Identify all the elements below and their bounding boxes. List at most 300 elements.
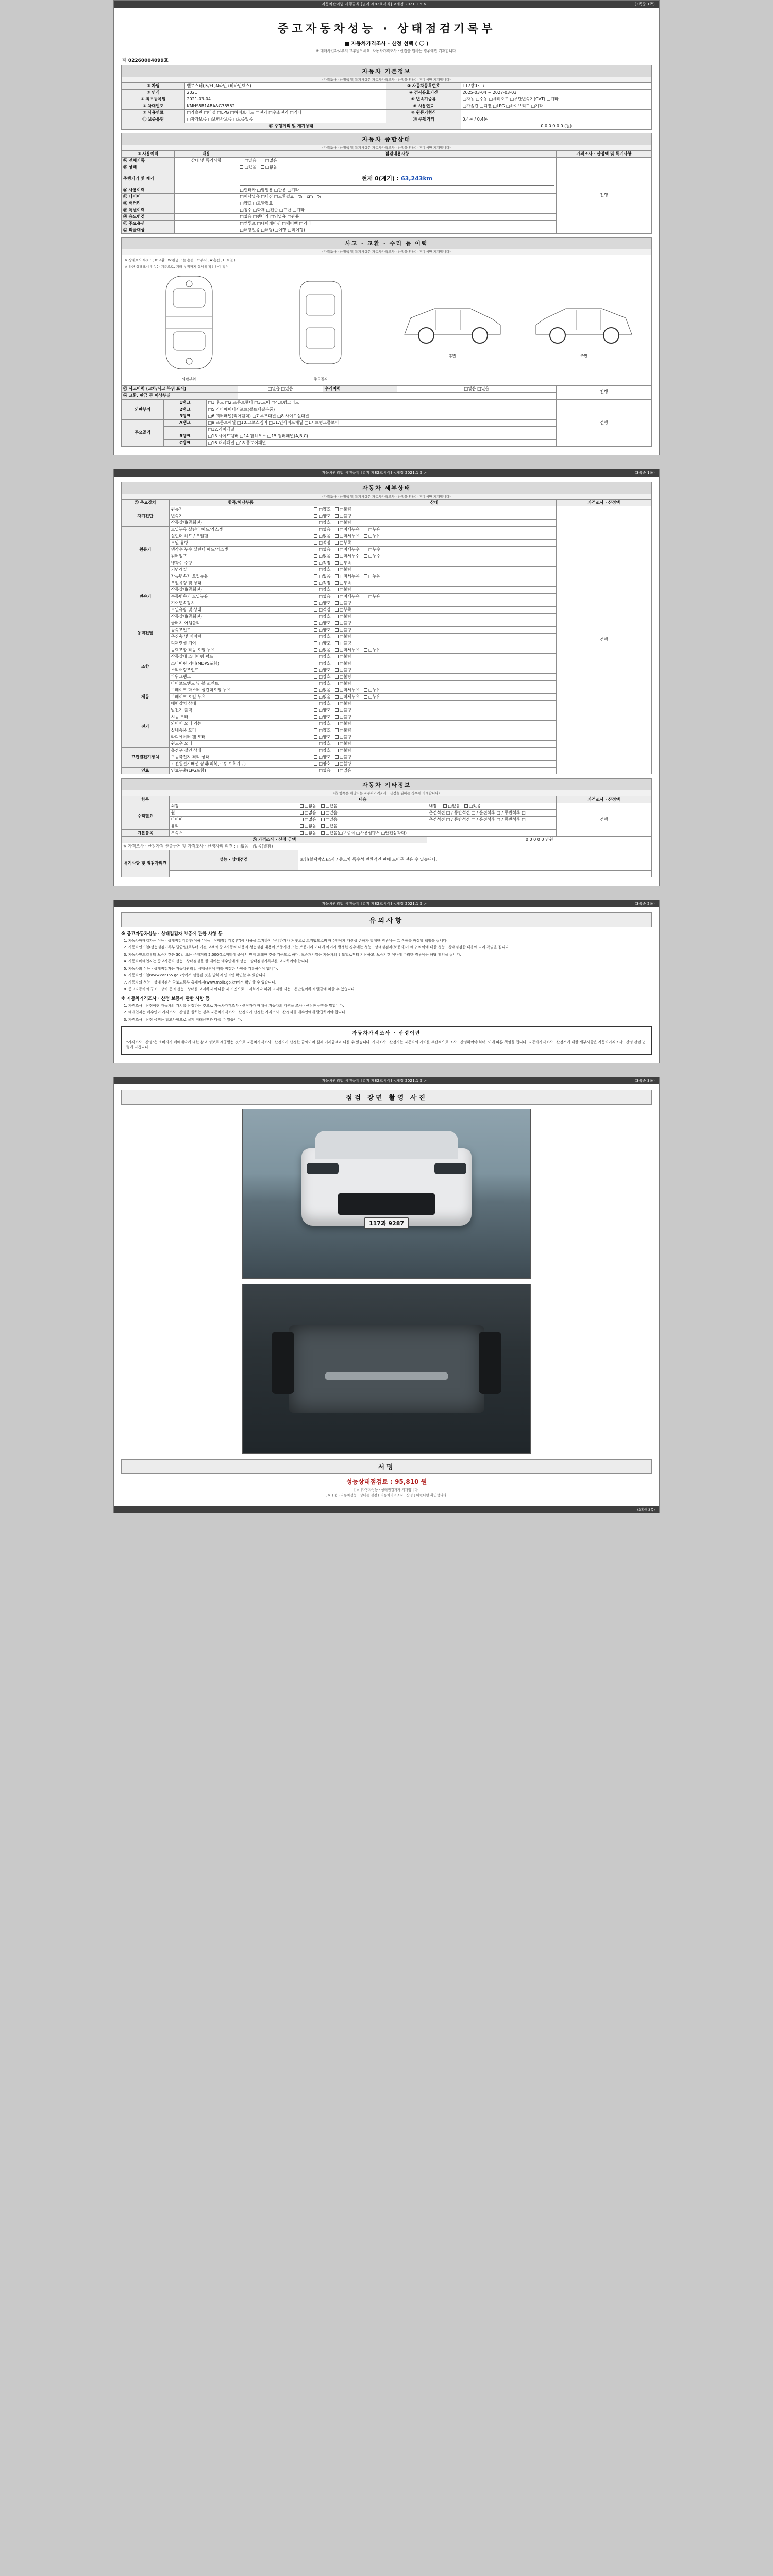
other-item2-label: 내장 [429,803,437,808]
other-opts-4[interactable] [298,829,557,836]
special-spacer-label [169,870,298,877]
other-item2-3[interactable] [427,823,556,829]
checkbox-icon[interactable] [314,615,317,618]
checkbox-icon[interactable] [335,695,339,699]
checkbox-icon[interactable] [314,514,317,518]
opt-text: □없음 [318,547,331,552]
detail-item-1-4: 워터펌프 [169,553,312,560]
diagram-legend-2: ※ 하단 상태표시 위치는 기준으로, 기타 부위까지 상세히 확인하여 작성 [125,264,229,269]
frame-items-5[interactable]: □13.사이드멤버 □14.휠하우스 □15.필러패널(A,B,C) [206,433,556,439]
overall-sub-7 [174,213,238,220]
checkbox-icon[interactable] [314,588,317,591]
other-opts-3[interactable] [298,823,427,829]
checkbox-icon[interactable] [314,722,317,725]
opt-text: □없음 [305,803,317,808]
accident-val-1[interactable] [238,392,556,399]
frame-group-3: 주요골격 [122,419,164,446]
overall-opts-8[interactable]: □썬루프 □네비게이션 □에어백 □기타 [238,220,556,227]
checkbox-icon[interactable] [321,804,325,808]
detail-opts-1-5[interactable] [312,560,556,566]
checkbox-icon[interactable] [335,621,339,625]
checkbox-icon[interactable] [335,581,339,585]
overall-key-3: ⑯ 사용이력 [122,187,175,193]
detail-opts-6-3[interactable] [312,727,556,734]
section-overall-heading: 자동차 종합상태 [121,133,652,145]
accident-diagram [121,255,652,385]
opt-text: □미세누유 [340,647,360,652]
opt-text: □미세누수 [340,553,360,558]
detail-opts-0-0[interactable] [312,506,556,513]
detail-item-4-0: 동력조향 작동 오일 누유 [169,647,312,653]
basic-label-3-1: ⑧ 사용연료 [386,103,461,110]
checkbox-icon[interactable] [335,769,339,772]
detail-opts-1-1[interactable] [312,533,556,539]
checkbox-icon[interactable] [364,534,367,538]
opt-text: □양호 [318,627,331,632]
topbar-right-text: (3쪽중 2쪽) [634,901,655,906]
doc-subtitle-note: ※ 매매사업자로부터 교부받으세요. 자동차가격조사 · 산정을 원하는 경우에만 기재합니다. [316,49,457,53]
section-basic-note: (가격조사 · 산정액 및 특기사항은 자동차가격조사 · 산정을 원하는 경우에만 기재합니다) [121,77,652,82]
table-row [122,399,652,406]
list-item: 3. 자동차인도일부터 보증기간은 30일 또는 주행거리 2,000킬로미터에 중에서 먼저 도래한 것을 기준으로 하며, 보증개시일은 자동차의 인도일로부터 기산하고, 보증기간 이내에 수리한 경우에는 해당 책임을 집니다. [128,952,652,958]
checkbox-icon[interactable] [335,561,339,565]
opt-text: □양호 [318,714,331,719]
overall-sub-3 [174,187,238,193]
declaration-box [121,1026,652,1055]
list-item: 3. 가격조사 · 산정 금액은 참고사항으로 실제 거래금액과 다를 수 있습니다. [128,1017,652,1023]
checkbox-icon[interactable] [314,769,317,772]
opt-text: □적정 [318,607,331,612]
checkbox-icon[interactable] [314,628,317,632]
checkbox-icon[interactable] [314,521,317,524]
checkbox-icon[interactable] [364,528,367,531]
checkbox-icon[interactable] [300,804,304,808]
other-item-3: 유리 [169,823,298,829]
list-item: 8. 중고자동차의 구조 · 장치 등의 성능 · 상태를 고지하지 아니한 자 거짓으로 고지하거나 허위 고지한 자는 1천만원이하의 벌금에 처할 수 있습니다. [128,987,652,992]
detail-opts-0-1[interactable] [312,513,556,519]
checkbox-icon[interactable] [314,595,317,598]
mileage-cell [238,171,556,187]
mileage-value: 63,243km [401,175,433,182]
checkbox-icon[interactable] [261,165,264,169]
checkbox-icon[interactable] [300,811,304,815]
basic-label-3-0: ⑦ 차대번호 [122,103,185,110]
other-opts-0[interactable] [298,803,427,809]
checkbox-icon[interactable] [314,641,317,645]
license-plate: 117과 9287 [364,1217,409,1229]
detail-group-8: 연료 [122,767,170,774]
checkbox-icon[interactable] [314,708,317,712]
opt-text: □양호 [318,761,331,766]
other-item2-2[interactable]: 운전석전 □ / 동반석전 □ / 운전석후 □ / 동반석후 □ [427,816,556,823]
checkbox-icon[interactable] [364,695,367,699]
checkbox-icon[interactable] [314,662,317,665]
checkbox-icon[interactable] [300,818,304,821]
checkbox-icon[interactable] [335,548,339,551]
checkbox-icon[interactable] [335,708,339,712]
car-caption-0: 외판부위 [182,377,196,381]
checkbox-icon[interactable] [314,581,317,585]
checkbox-icon[interactable] [321,824,325,828]
detail-opts-6-1[interactable] [312,714,556,720]
checkbox-icon[interactable] [261,159,264,162]
detail-opts-1-6[interactable] [312,566,556,573]
notice-list-2 [128,1003,652,1023]
detail-opts-6-0[interactable] [312,707,556,714]
checkbox-icon[interactable] [240,159,243,162]
overall-opt-pct2: % [317,194,322,199]
photo-section-title: 점검 장면 촬영 사진 [121,1090,652,1105]
doc-number-value: 02260004099호 [128,58,169,63]
detail-opts-2-1[interactable] [312,580,556,586]
opt-text: □양호 [318,754,331,759]
detail-opts-4-5[interactable] [312,680,556,687]
checkbox-icon[interactable] [335,688,339,692]
checkbox-icon[interactable] [314,655,317,658]
overall-key-4: ⑰ 타이어 [122,193,175,200]
checkbox-icon[interactable] [364,574,367,578]
checkbox-icon[interactable] [443,804,447,808]
detail-opts-4-1[interactable] [312,653,556,660]
checkbox-icon[interactable] [335,635,339,638]
opt-text: □누유 [368,694,381,699]
checkbox-icon[interactable] [314,554,317,558]
checkbox-icon[interactable] [314,507,317,511]
detail-opts-0-2[interactable] [312,519,556,526]
opt-text: □누수 [368,547,381,552]
checkbox-icon[interactable] [335,648,339,652]
detail-opts-2-2[interactable] [312,586,556,593]
special-label: 특기사항 및 점검자의견 [122,850,170,877]
checkbox-icon[interactable] [314,534,317,538]
accident-val2-0[interactable]: □없음 □있음 [397,385,557,392]
checkbox-icon[interactable] [335,755,339,759]
checkbox-icon[interactable] [335,728,339,732]
detail-opts-2-0[interactable] [312,573,556,580]
overall-opt-text: □없음 [265,165,277,170]
other-item-2: 타이어 [169,816,298,823]
checkbox-icon[interactable] [335,588,339,591]
other-header-0: 항목 [122,796,170,803]
other-item-1: 휠 [169,809,298,816]
overall-sub-6 [174,207,238,213]
opt-text: □미세누유 [340,573,360,579]
opt-text: □불량 [340,634,352,639]
detail-opts-5-0[interactable] [312,687,556,693]
frame-items-3[interactable]: □9.프론트패널 □10.크로스멤버 □11.인사이드패널 □17.트렁크플로어 [206,419,556,426]
overall-opts-9[interactable]: □해당없음 □해당(□이행 □미이행) [238,227,556,233]
overall-opts-5[interactable]: □양호 □교환필요 [238,200,556,207]
detail-item-3-1: 등속조인트 [169,626,312,633]
detail-item-1-5: 냉각수 수량 [169,560,312,566]
checkbox-icon[interactable] [335,702,339,705]
checkbox-icon[interactable] [364,548,367,551]
detail-opts-7-0[interactable] [312,747,556,754]
frame-items-2[interactable]: □6.쿼터패널(리어휀더) □7.루프패널 □8.사이드실패널 [206,413,556,419]
overall-header-1: 내용 [174,151,238,158]
checkbox-icon[interactable] [364,688,367,692]
overall-key-0: ⑭ 전체기록 [122,158,175,164]
checkbox-icon[interactable] [314,728,317,732]
checkbox-icon[interactable] [314,688,317,692]
checkbox-icon[interactable] [240,165,243,169]
checkbox-icon[interactable] [314,648,317,652]
opt-text: □누유 [368,647,381,652]
checkbox-icon[interactable] [335,749,339,752]
overall-key-1: ⑮ 상태 [122,164,175,171]
table-row [122,83,652,90]
detail-item-6-5: 윈도우 모터 [169,740,312,747]
car-diagram-side-right [520,294,649,359]
opt-text: □양호 [318,513,331,518]
frame-items-6[interactable]: □16.대쉬패널 □18.플로어패널 [206,439,556,446]
opt-text: □불량 [340,520,352,525]
opt-text: □불량 [340,748,352,753]
checkbox-icon[interactable] [335,601,339,605]
checkbox-icon[interactable] [335,534,339,538]
overall-key-2: 주행거리 및 계기 [122,171,175,187]
frame-parts-table [121,399,652,447]
frame-items-4[interactable]: □12.리어패널 [206,426,556,433]
signature-section-title: 서명 [121,1459,652,1474]
special-sub: 성능 · 상태점검 [169,850,298,870]
detail-opts-2-6[interactable] [312,613,556,620]
overall-header-3: 가격조사 · 산정액 및 특기사항 [556,151,651,158]
opt-text: □불량 [340,513,352,518]
list-item: 2. 자동차인도일(성능점검기록부 발급일)로부터 이전 고객의 중고자동차 내용과 성능점검 내용이 보증기간 또는 보증거리 이내에 차이가 발생한 경우에는 성능 · 상태점검자(보증자)가 해당 차이에 대한 성능 · 상태점검한 내용에 따라 책임을 집니다. [128,945,652,951]
checkbox-icon[interactable] [335,715,339,719]
detail-opts-3-2[interactable] [312,633,556,640]
checkbox-icon[interactable] [314,715,317,719]
overall-opts-6[interactable]: □침수 □화재 □전손 □도난 □기타 [238,207,556,213]
detail-opts-3-1[interactable] [312,626,556,633]
overall-opts-0[interactable] [238,158,556,164]
total-value: 0 0 0 0 0 만원 [427,836,652,843]
checkbox-icon[interactable] [335,735,339,739]
detail-opts-4-4[interactable] [312,673,556,680]
list-item: 1. 자동차매매업자는 성능 · 상태점검기록부(이하 "성능 · 상태점검기록부")에 내용을 고지하지 아니하거나 거짓으로 고지했으로써 매수인에게 재산상 손해가 발생한 경우에는 그 손해를 배상할 책임을 집니다. [128,938,652,944]
checkbox-icon[interactable] [335,722,339,725]
checkbox-icon[interactable] [314,749,317,752]
basic-label-0-0: ① 차명 [122,83,185,90]
frame-items-1[interactable]: □5.라디에이터서포트(볼트체결부품) [206,406,556,413]
car-caption-1: 주요골격 [313,377,328,381]
detail-group-1: 원동기 [122,526,170,573]
detail-opts-1-2[interactable] [312,539,556,546]
accident-key2-0: 수리이력 [323,385,397,392]
opt-text: □적정 [318,560,331,565]
detail-opts-6-2[interactable] [312,720,556,727]
overall-opts-1[interactable] [238,164,556,171]
detail-item-3-3: 디퍼렌셜 기어 [169,640,312,647]
checkbox-icon[interactable] [335,528,339,531]
checkbox-icon[interactable] [314,621,317,625]
other-header-2: 가격조사 · 산정액 [556,796,651,803]
frame-group-0: 외판부위 [122,399,164,419]
checkbox-icon[interactable] [335,675,339,679]
overall-opt-text: □있음 [244,158,257,163]
list-item: 5. 자동차의 성능 · 상태점검자는 자동차관리법 시행규칙에 따라 점검한 사항을 기록하여야 합니다. [128,966,652,972]
checkbox-icon[interactable] [314,528,317,531]
detail-group-6: 전기 [122,707,170,747]
opt-text: □양호 [318,721,331,726]
opt-text: □양호 [318,734,331,739]
checkbox-icon[interactable] [335,608,339,612]
opt-text: □누수 [368,553,381,558]
checkbox-icon[interactable] [335,742,339,745]
opt-text: □양호 [318,620,331,625]
checkbox-icon[interactable] [314,635,317,638]
detail-opts-5-1[interactable] [312,693,556,700]
checkbox-icon[interactable] [335,521,339,524]
declaration-title: 자동차가격조사 · 산정이란 [352,1031,421,1037]
checkbox-icon[interactable] [335,541,339,545]
frame-level-2: 3랭크 [164,413,206,419]
checkbox-icon[interactable] [335,514,339,518]
overall-opts-3[interactable]: □렌터카 □영업용 □관용 □기타 [238,187,556,193]
page-2-topbar [114,469,659,477]
detail-opts-4-2[interactable] [312,660,556,667]
checkbox-icon[interactable] [314,574,317,578]
checkbox-icon[interactable] [335,628,339,632]
detail-opts-5-2[interactable] [312,700,556,707]
other-opts-2[interactable] [298,816,427,823]
doc-number-label: 제 [122,58,127,63]
other-item2-0[interactable] [427,803,556,809]
checkbox-icon[interactable] [321,831,325,835]
detail-opts-6-4[interactable] [312,734,556,740]
checkbox-icon[interactable] [314,668,317,672]
detail-opts-2-4[interactable] [312,600,556,606]
table-row [122,110,652,116]
checkbox-icon[interactable] [314,548,317,551]
checkbox-icon[interactable] [335,668,339,672]
checkbox-icon[interactable] [314,702,317,705]
checkbox-icon[interactable] [314,762,317,766]
detail-opts-1-3[interactable] [312,546,556,553]
detail-item-3-0: 클러치 어셈블리 [169,620,312,626]
opt-text: □누유 [368,594,381,599]
checkbox-icon[interactable] [300,831,304,835]
checkbox-icon[interactable] [314,742,317,745]
basic-label-0-1: ② 자동차등록번호 [386,83,461,90]
frame-items-0[interactable]: □1.후드 □2.프론트휀더 □3.도어 □4.트렁크리드 [206,399,556,406]
overall-opts-4[interactable] [238,193,556,200]
checkbox-icon[interactable] [335,641,339,645]
tire-right [479,1332,501,1394]
opt-text: □적정 [318,580,331,585]
checkbox-icon[interactable] [314,608,317,612]
table-row [122,103,652,110]
checkbox-icon[interactable] [314,675,317,679]
checkbox-icon[interactable] [335,662,339,665]
opt-text: □없음 [318,533,331,538]
checkbox-icon[interactable] [314,755,317,759]
checkbox-icon[interactable] [300,824,304,828]
section-detail-note: (가격조사 · 산정액 및 특기사항은 자동차가격조사 · 산정을 원하는 경우에만 기재합니다) [121,494,652,499]
detail-opts-2-3[interactable] [312,593,556,600]
list-item: 6. 자동차인도일(www.car365.go.kr)에서 실행된 것을 말하며 인터넷 확인할 수 있습니다. [128,973,652,978]
detail-opts-1-0[interactable] [312,526,556,533]
checkbox-icon[interactable] [335,595,339,598]
checkbox-icon[interactable] [314,695,317,699]
detail-item-6-0: 발전기 출력 [169,707,312,714]
other-opts-1[interactable] [298,809,427,816]
opt-text: □불량 [340,667,352,672]
opt-text: □부족 [340,580,352,585]
overall-opts-7[interactable]: □없음 □렌터카 □영업용 □관용 [238,213,556,220]
opt-text: □양호 [318,748,331,753]
opt-text: □미세누유 [340,527,360,532]
opt-text: □불량 [340,654,352,659]
checkbox-icon[interactable] [335,554,339,558]
opt-text: □없음 [318,594,331,599]
page-title: 중고자동차성능 · 상태점검기록부 [277,23,496,36]
checkbox-icon[interactable] [364,554,367,558]
detail-item-8-0: 연료누출(LPG포함) [169,767,312,774]
checkbox-icon[interactable] [335,762,339,766]
frame-level-5: B랭크 [164,433,206,439]
checkbox-icon[interactable] [321,818,325,821]
checkbox-icon[interactable] [314,735,317,739]
detail-opts-7-1[interactable] [312,754,556,760]
checkbox-icon[interactable] [314,682,317,685]
detail-header-0: ㉕ 주요장치 [122,499,170,506]
checkbox-icon[interactable] [335,568,339,571]
checkbox-icon[interactable] [464,804,468,808]
checkbox-icon[interactable] [314,568,317,571]
opt-text: □불량 [340,640,352,646]
checkbox-icon[interactable] [335,655,339,658]
table-row [122,803,652,809]
checkbox-icon[interactable] [364,648,367,652]
checkbox-icon[interactable] [364,595,367,598]
overall-opt-text: □없음 [265,158,277,163]
detail-opts-3-3[interactable] [312,640,556,647]
detail-opts-4-3[interactable] [312,667,556,673]
detail-opts-4-0[interactable] [312,647,556,653]
special-value[interactable]: 보험(블랙박스)조사 / 중고차 특수성 변환적인 판매 도어문 전용 수 있습니다. [298,850,652,870]
detail-opts-6-5[interactable] [312,740,556,747]
detail-opts-8-0[interactable] [312,767,556,774]
opt-text: □양호 [318,587,331,592]
checkbox-icon[interactable] [335,574,339,578]
basic-value-1-0: 2021 [185,90,386,96]
checkbox-icon[interactable] [335,507,339,511]
basic-label-5-0: ⑪ 보증유형 [122,116,185,123]
headlight-left [307,1163,339,1174]
accident-val-0[interactable]: □없음 □있음 [238,385,323,392]
detail-group-2: 변속기 [122,573,170,620]
opt-text: □양호 [318,707,331,713]
tire-left [272,1332,294,1394]
checkbox-icon[interactable] [321,811,325,815]
detail-opts-3-0[interactable] [312,620,556,626]
other-item2-1[interactable]: 운전석전 □ / 동반석전 □ / 운전석후 □ / 동반석후 □ [427,809,556,816]
detail-header-2: 상태 [312,499,556,506]
checkbox-icon[interactable] [335,615,339,618]
checkbox-icon[interactable] [335,682,339,685]
detail-opts-1-4[interactable] [312,553,556,560]
detail-right-value: 전행 [556,506,651,774]
checkbox-icon[interactable] [314,601,317,605]
checkbox-icon[interactable] [314,561,317,565]
detail-item-2-6: 작동상태(공회전) [169,613,312,620]
front-grille [338,1193,435,1215]
checkbox-icon[interactable] [314,541,317,545]
detail-opts-2-5[interactable] [312,606,556,613]
detail-opts-7-2[interactable] [312,760,556,767]
